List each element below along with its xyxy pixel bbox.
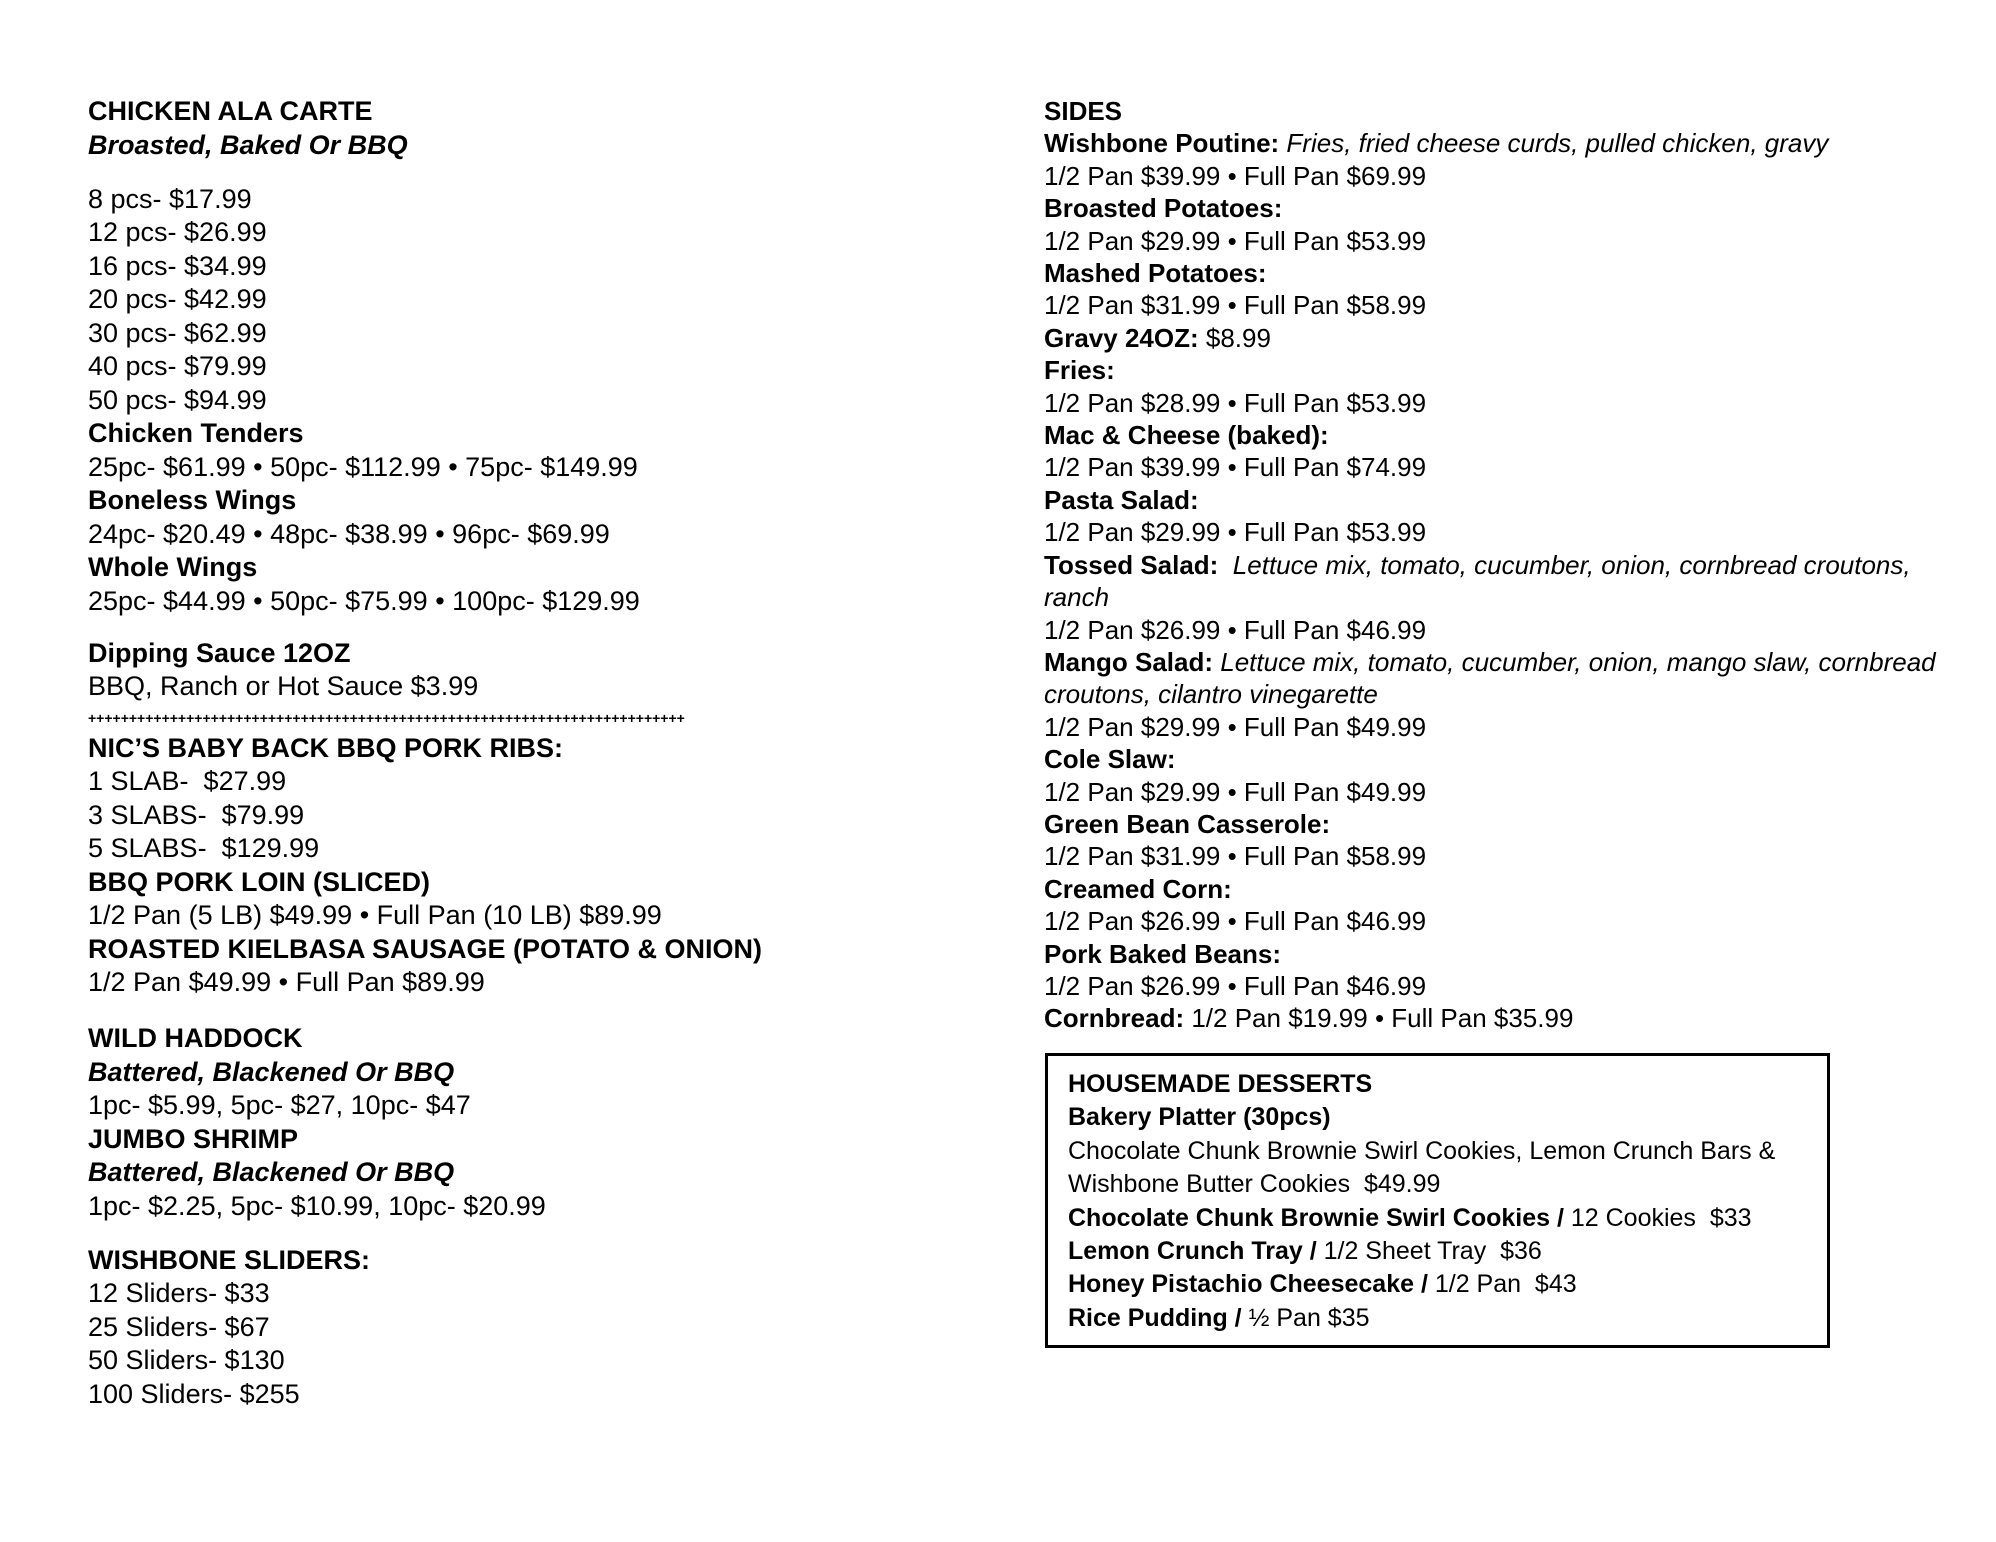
chicken-price-line: 16 pcs- $34.99 bbox=[88, 250, 267, 281]
dipping-sauce-prices: BBQ, Ranch or Hot Sauce $3.99 bbox=[88, 671, 479, 701]
bakery-platter-desc: Chocolate Chunk Brownie Swirl Cookies, Lemon Crunch Bars & Wishbone Butter Cookies $49.99 bbox=[1068, 1136, 1783, 1199]
side-item-prices: 1/2 Pan $29.99 • Full Pan $49.99 bbox=[1044, 776, 1427, 807]
dessert-item bbox=[1068, 1268, 1807, 1301]
chicken-price-line: 12 pcs- $26.99 bbox=[88, 217, 267, 247]
chicken-price-line: 20 pcs- $42.99 bbox=[88, 284, 267, 314]
dessert-name: Chocolate Chunk Brownie Swirl Cookies / bbox=[1068, 1203, 1571, 1232]
haddock-title: WILD HADDOCK bbox=[88, 1023, 303, 1053]
chicken-price-line: 8 pcs- $17.99 bbox=[88, 183, 252, 214]
sliders-price-line: 50 Sliders- $130 bbox=[88, 1345, 285, 1375]
side-inline-price: 1/2 Pan $19.99 • Full Pan $35.99 bbox=[1184, 1003, 1574, 1034]
chicken-ala-carte-title: CHICKEN ALA CARTE bbox=[88, 96, 373, 126]
side-item-prices: 1/2 Pan $26.99 • Full Pan $46.99 bbox=[1044, 614, 1427, 645]
side-item-prices: 1/2 Pan $28.99 • Full Pan $53.99 bbox=[1044, 387, 1427, 418]
side-inline-price: $8.99 bbox=[1198, 322, 1271, 353]
dessert-price: 12 Cookies $33 bbox=[1570, 1203, 1752, 1232]
side-item-name bbox=[1044, 1002, 1956, 1034]
side-item-name: Fries: bbox=[1044, 355, 1115, 386]
boneless-wings-name: Boneless Wings bbox=[88, 485, 297, 515]
side-item-prices: 1/2 Pan $29.99 • Full Pan $49.99 bbox=[1044, 711, 1427, 742]
side-item-name bbox=[1044, 549, 1956, 614]
sliders-price-line: 25 Sliders- $67 bbox=[88, 1311, 270, 1342]
haddock-prices: 1pc- $5.99, 5pc- $27, 10pc- $47 bbox=[88, 1090, 471, 1120]
side-item-name: Creamed Corn: bbox=[1044, 873, 1232, 904]
side-desc-continued: croutons, cilantro vinegarette bbox=[1044, 679, 1378, 710]
dipping-sauce-name: Dipping Sauce 12OZ bbox=[88, 637, 351, 668]
chicken-price-line: 30 pcs- $62.99 bbox=[88, 317, 267, 348]
side-name: Gravy 24OZ: bbox=[1044, 322, 1199, 353]
ribs-price-line: 5 SLABS- $129.99 bbox=[88, 833, 320, 863]
dessert-item bbox=[1068, 1302, 1807, 1335]
shrimp-prices: 1pc- $2.25, 5pc- $10.99, 10pc- $20.99 bbox=[88, 1190, 546, 1221]
whole-wings-name: Whole Wings bbox=[88, 552, 258, 582]
dessert-item bbox=[1068, 1235, 1807, 1268]
right-column bbox=[1044, 95, 1956, 1035]
dessert-price: 1/2 Pan $43 bbox=[1434, 1270, 1577, 1299]
side-desc: Fries, fried cheese curds, pulled chicken, gravy bbox=[1279, 128, 1829, 159]
side-item-name bbox=[1044, 127, 1956, 159]
side-item-name: Broasted Potatoes: bbox=[1044, 193, 1283, 224]
plus-separator: +++++++++++++++++++++++++++++++++++++++++++++++++++++++++++++++++++++++++ bbox=[88, 709, 685, 726]
side-item-name: Mashed Potatoes: bbox=[1044, 258, 1267, 289]
side-name: Mango Salad: bbox=[1044, 646, 1214, 677]
side-item-prices: 1/2 Pan $29.99 • Full Pan $53.99 bbox=[1044, 225, 1427, 256]
side-item-prices: 1/2 Pan $26.99 • Full Pan $46.99 bbox=[1044, 970, 1427, 1001]
side-item-prices: 1/2 Pan $39.99 • Full Pan $74.99 bbox=[1044, 452, 1427, 483]
ribs-price-line: 1 SLAB- $27.99 bbox=[88, 766, 287, 796]
sliders-price-line: 100 Sliders- $255 bbox=[88, 1378, 300, 1409]
side-item-prices: 1/2 Pan $31.99 • Full Pan $58.99 bbox=[1044, 290, 1427, 321]
haddock-subtitle: Battered, Blackened Or BBQ bbox=[88, 1056, 455, 1087]
chicken-price-line: 50 pcs- $94.99 bbox=[88, 384, 267, 415]
side-item-prices: 1/2 Pan $26.99 • Full Pan $46.99 bbox=[1044, 906, 1427, 937]
desserts-box bbox=[1045, 1053, 1830, 1348]
whole-wings-prices: 25pc- $44.99 • 50pc- $75.99 • 100pc- $129.99 bbox=[88, 585, 640, 616]
desserts-title: HOUSEMADE DESSERTS bbox=[1068, 1070, 1373, 1098]
spacer bbox=[88, 1000, 1018, 1023]
side-item-name: Pork Baked Beans: bbox=[1044, 938, 1281, 969]
spacer bbox=[88, 618, 1018, 637]
spacer bbox=[88, 1223, 1018, 1244]
side-name: Wishbone Poutine: bbox=[1044, 128, 1280, 159]
dessert-name: Rice Pudding / bbox=[1068, 1303, 1249, 1332]
side-name: Cornbread: bbox=[1044, 1003, 1185, 1034]
side-name: Tossed Salad: bbox=[1044, 549, 1219, 580]
ribs-price-line: 3 SLABS- $79.99 bbox=[88, 799, 305, 830]
sliders-title: WISHBONE SLIDERS: bbox=[88, 1244, 371, 1275]
side-item-name: Cole Slaw: bbox=[1044, 744, 1176, 775]
side-item-name: Mac & Cheese (baked): bbox=[1044, 420, 1329, 451]
side-desc: Lettuce mix, tomato, cucumber, onion, cornbread croutons, ranch bbox=[1044, 549, 1918, 613]
side-item-prices: 1/2 Pan $31.99 • Full Pan $58.99 bbox=[1044, 841, 1427, 872]
side-item-name bbox=[1044, 646, 1956, 678]
chicken-price-line: 40 pcs- $79.99 bbox=[88, 351, 267, 381]
kielbasa-prices: 1/2 Pan $49.99 • Full Pan $89.99 bbox=[88, 967, 485, 997]
side-item-name bbox=[1044, 322, 1956, 354]
kielbasa-title: ROASTED KIELBASA SAUSAGE (POTATO & ONION) bbox=[88, 933, 763, 964]
dessert-name: Lemon Crunch Tray / bbox=[1068, 1237, 1324, 1266]
shrimp-title: JUMBO SHRIMP bbox=[88, 1123, 299, 1154]
dessert-name: Honey Pistachio Cheesecake / bbox=[1068, 1270, 1435, 1299]
dessert-price: ½ Pan $35 bbox=[1248, 1303, 1370, 1332]
side-item-name: Pasta Salad: bbox=[1044, 484, 1199, 515]
pork-loin-prices: 1/2 Pan (5 LB) $49.99 • Full Pan (10 LB) $89.99 bbox=[88, 900, 662, 930]
boneless-wings-prices: 24pc- $20.49 • 48pc- $38.99 • 96pc- $69.99 bbox=[88, 518, 610, 549]
chicken-tenders-prices: 25pc- $61.99 • 50pc- $112.99 • 75pc- $149.99 bbox=[88, 451, 638, 482]
ribs-title: NIC’S BABY BACK BBQ PORK RIBS: bbox=[88, 732, 564, 763]
chicken-ala-carte-subtitle: Broasted, Baked Or BBQ bbox=[88, 129, 408, 160]
dessert-item bbox=[1068, 1202, 1807, 1235]
left-column bbox=[88, 95, 1018, 1411]
sliders-price-line: 12 Sliders- $33 bbox=[88, 1278, 270, 1308]
spacer bbox=[88, 162, 1018, 183]
dessert-price: 1/2 Sheet Tray $36 bbox=[1323, 1237, 1542, 1266]
side-desc: Lettuce mix, tomato, cucumber, onion, mango slaw, cornbread bbox=[1213, 646, 1936, 677]
side-item-prices: 1/2 Pan $39.99 • Full Pan $69.99 bbox=[1044, 160, 1427, 191]
side-item-prices: 1/2 Pan $29.99 • Full Pan $53.99 bbox=[1044, 517, 1427, 548]
sides-title: SIDES bbox=[1044, 96, 1123, 126]
side-item-name: Green Bean Casserole: bbox=[1044, 808, 1331, 839]
chicken-tenders-name: Chicken Tenders bbox=[88, 418, 304, 448]
pork-loin-title: BBQ PORK LOIN (SLICED) bbox=[88, 866, 430, 897]
shrimp-subtitle: Battered, Blackened Or BBQ bbox=[88, 1157, 455, 1187]
bakery-platter-name: Bakery Platter (30pcs) bbox=[1068, 1103, 1331, 1132]
